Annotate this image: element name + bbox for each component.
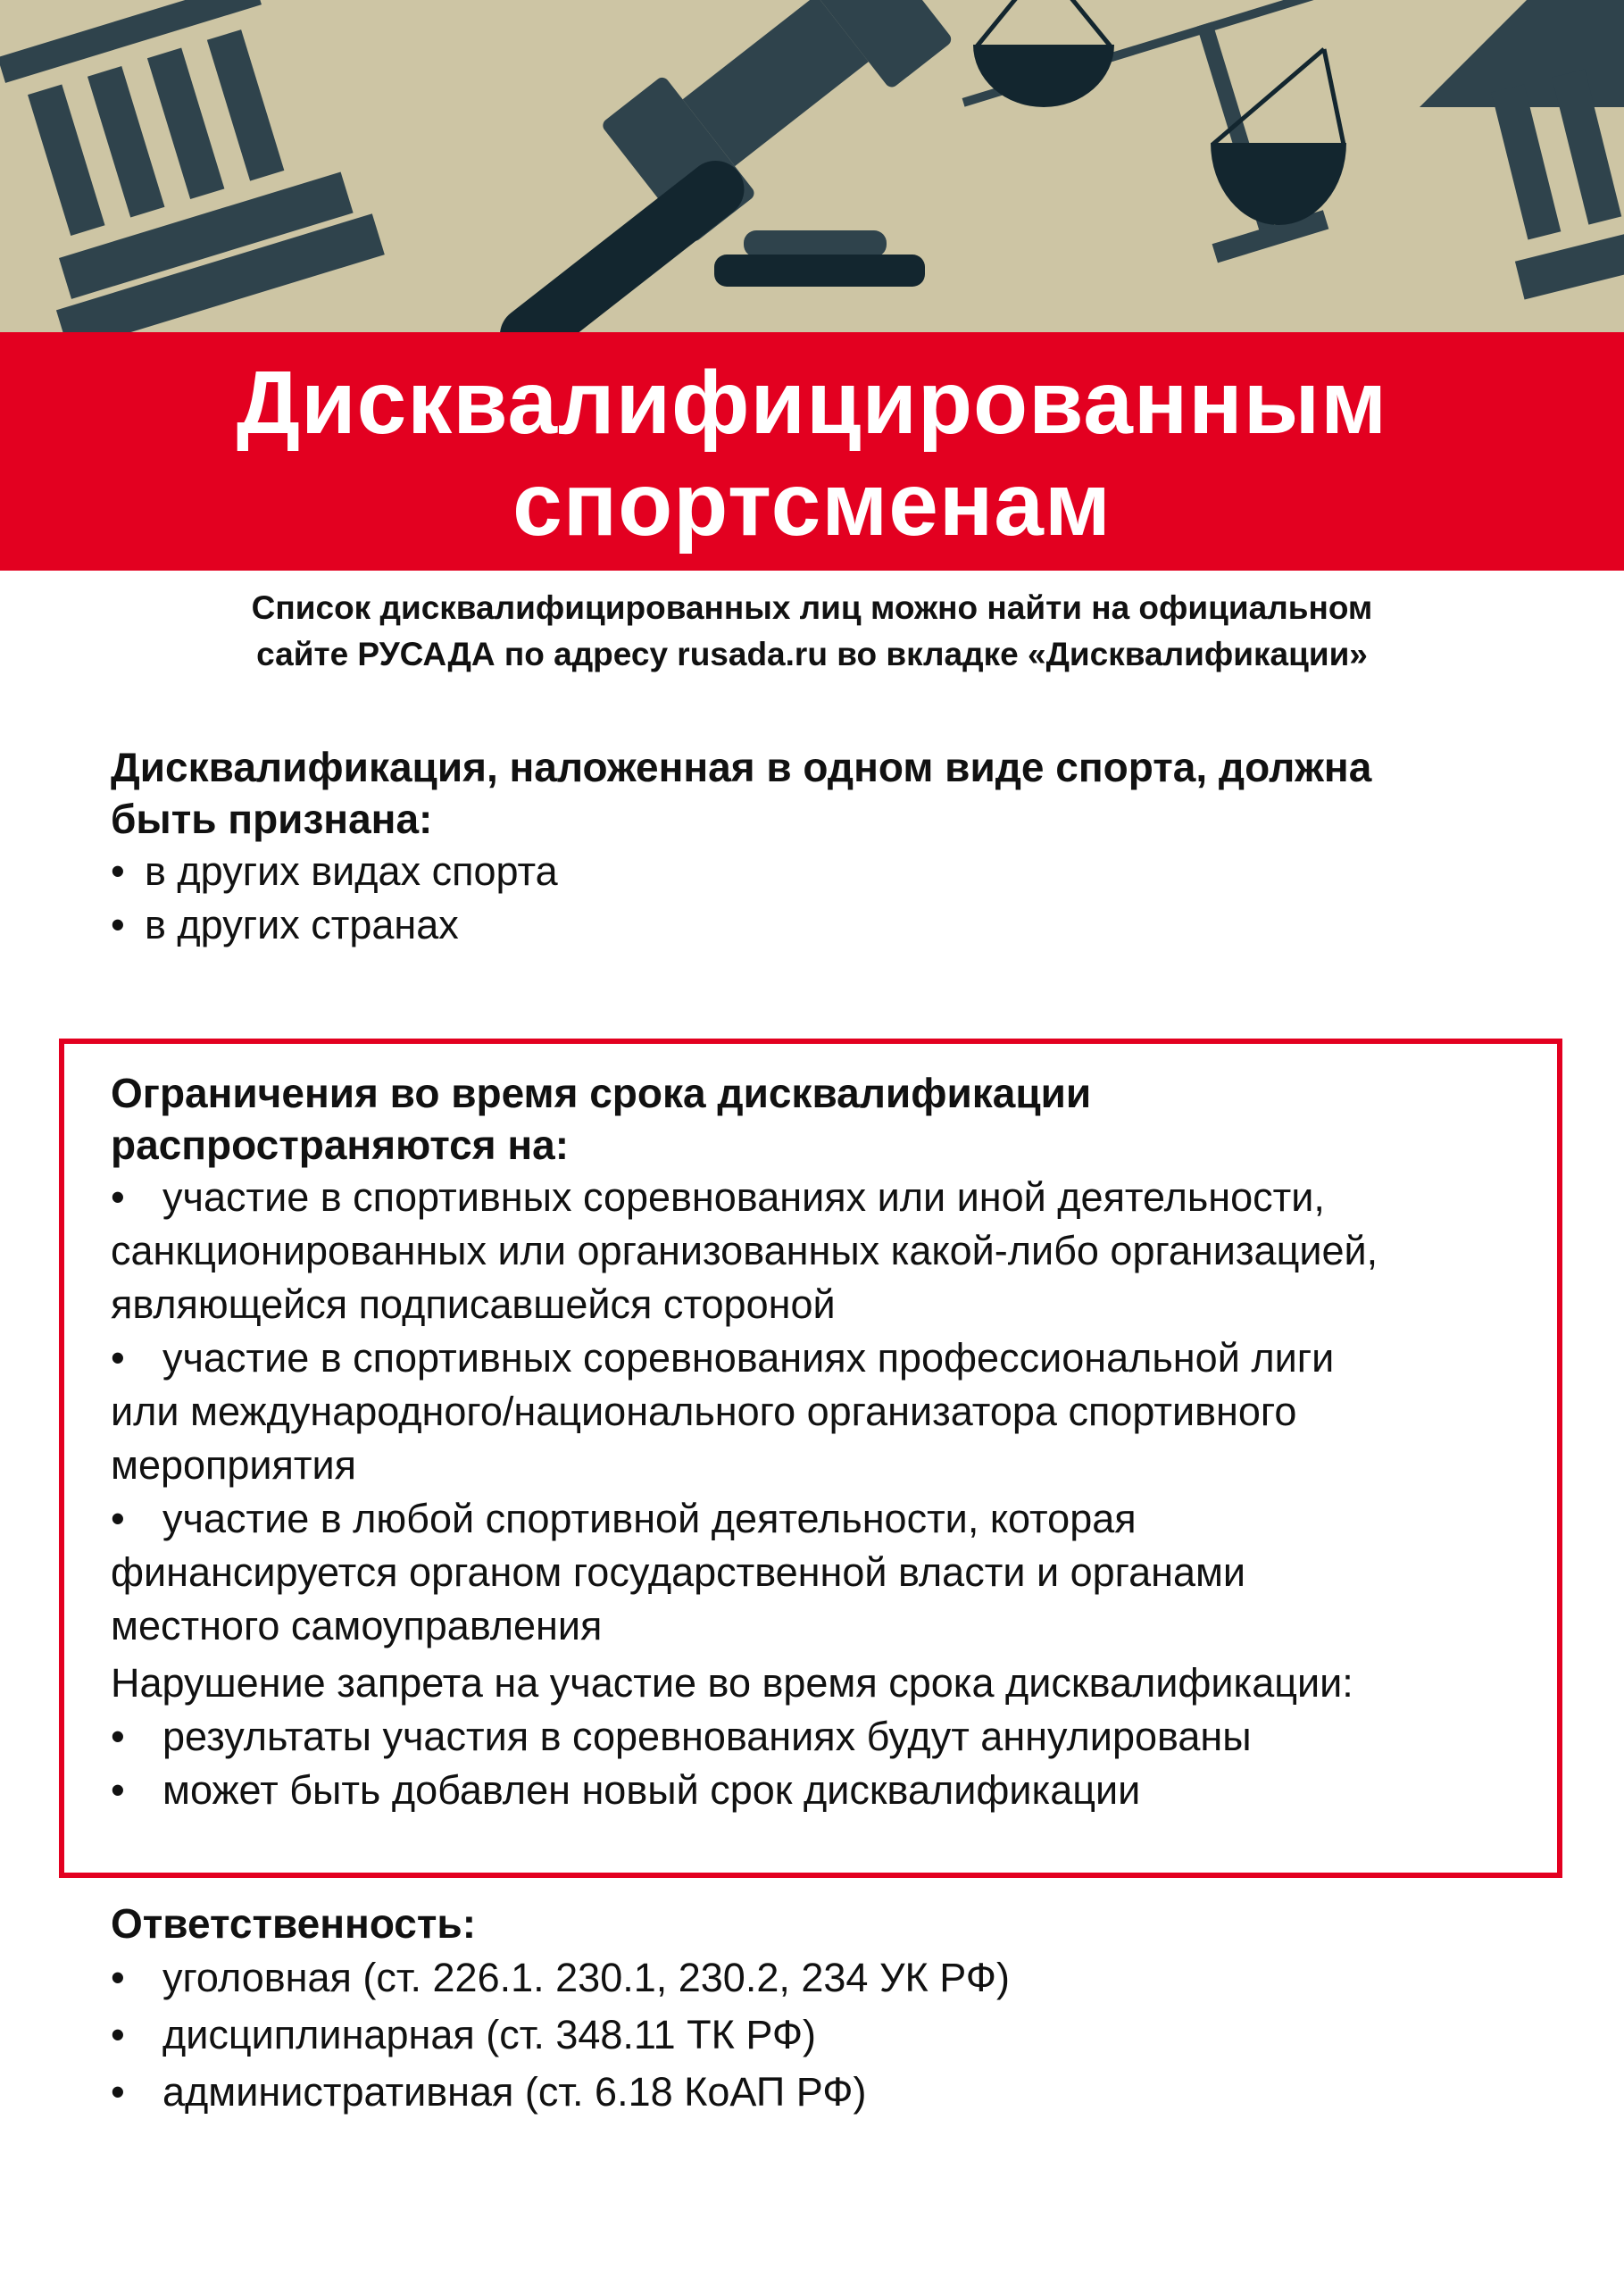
- restrictions-heading-line-1: Ограничения во время срока дисквалификации: [111, 1070, 1092, 1116]
- page-title-line-2: спортсменам: [512, 455, 1112, 555]
- list-item-text: участие в любой спортивной деятельности, которая: [162, 1496, 1137, 1541]
- violation-item: [111, 1710, 1521, 1764]
- bullet-icon: •: [111, 1335, 125, 1381]
- list-item-text: может быть добавлен новый срок дисквалификации: [162, 1767, 1141, 1813]
- bullet-icon: •: [111, 1496, 125, 1541]
- restriction-item-3-line-2: финансируется органом государственной власти и органами: [111, 1549, 1246, 1595]
- responsibility-item: [111, 2007, 1521, 2064]
- restriction-item-1-line-2: санкционированных или организованных какой-либо организацией,: [111, 1228, 1378, 1273]
- header-banner: [0, 0, 1624, 332]
- bullet-icon: •: [111, 848, 125, 894]
- responsibility-item: [111, 2064, 1521, 2121]
- bullet-icon: •: [111, 902, 125, 947]
- list-item-text: участие в спортивных соревнованиях или иной деятельности,: [162, 1174, 1325, 1220]
- responsibility-section: [111, 1898, 1521, 2121]
- list-item-text: участие в спортивных соревнованиях профессиональной лиги: [162, 1335, 1335, 1381]
- restrictions-heading-line-2: распространяются на:: [111, 1122, 570, 1168]
- bullet-icon: •: [111, 1767, 125, 1813]
- restriction-item-1-line-1: [111, 1171, 1521, 1224]
- recognition-section: [111, 741, 1521, 952]
- subtitle: [0, 585, 1624, 678]
- responsibility-heading: Ответственность:: [111, 1900, 477, 1947]
- restriction-item-3-line-3: местного самоуправления: [111, 1603, 603, 1648]
- list-item-text: результаты участия в соревнованиях будут аннулированы: [162, 1714, 1252, 1759]
- restrictions-section: [111, 1067, 1521, 1817]
- list-item: [111, 898, 1521, 952]
- restriction-item-2-line-2: или международного/национального организатора спортивного: [111, 1389, 1297, 1434]
- restriction-item-2-line-3: мероприятия: [111, 1442, 357, 1488]
- list-item-text: уголовная (ст. 226.1. 230.1, 230.2, 234 УК РФ): [162, 1955, 1010, 2000]
- restriction-item-2-line-1: [111, 1331, 1521, 1385]
- bullet-icon: •: [111, 1955, 125, 2000]
- list-item-text: в других видах спорта: [145, 848, 558, 894]
- list-item-text: дисциплинарная (ст. 348.11 ТК РФ): [162, 2012, 817, 2057]
- banner-illustration: [0, 0, 1624, 332]
- list-item-text: в других странах: [145, 902, 459, 947]
- list-item-text: административная (ст. 6.18 КоАП РФ): [162, 2069, 867, 2115]
- responsibility-item: [111, 1949, 1521, 2007]
- page-title-line-1: Дисквалифицированным: [236, 353, 1388, 453]
- subtitle-line-2: сайте РУСАДА по адресу rusada.ru во вкладке «Дисквалификации»: [256, 636, 1368, 672]
- violation-heading: Нарушение запрета на участие во время срока дисквалификации:: [111, 1660, 1353, 1706]
- restriction-item-1-line-3: являющейся подписавшейся стороной: [111, 1281, 836, 1327]
- title-band: [0, 332, 1624, 571]
- restriction-item-3-line-1: [111, 1492, 1521, 1546]
- recognition-heading-line-1: Дисквалификация, наложенная в одном виде спорта, должна: [111, 744, 1372, 790]
- bullet-icon: •: [111, 2012, 125, 2057]
- list-item: [111, 845, 1521, 898]
- violation-item: [111, 1764, 1521, 1817]
- bullet-icon: •: [111, 1714, 125, 1759]
- subtitle-line-1: Список дисквалифицированных лиц можно найти на официальном: [251, 589, 1373, 626]
- bullet-icon: •: [111, 1174, 125, 1220]
- bullet-icon: •: [111, 2069, 125, 2115]
- recognition-heading-line-2: быть признана:: [111, 796, 433, 842]
